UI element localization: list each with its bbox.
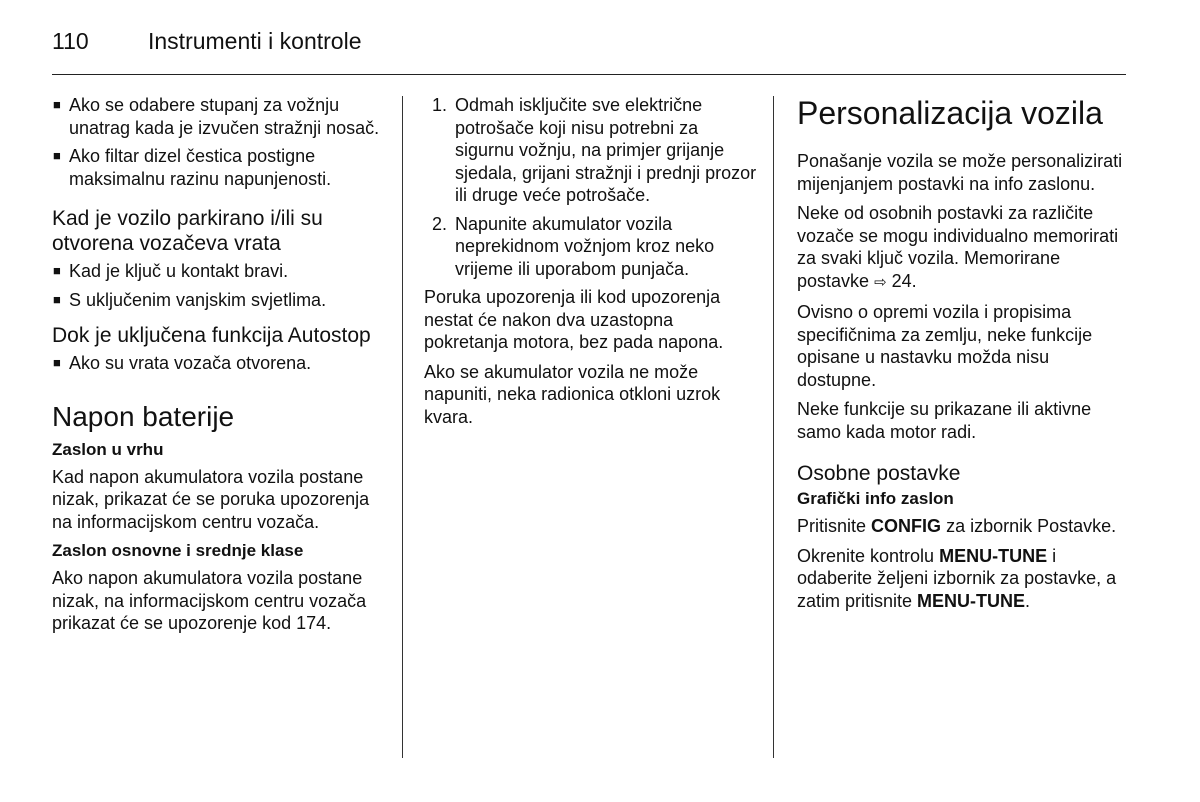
bullet-square-icon: ■ — [53, 97, 61, 112]
key-menu-tune: MENU-TUNE — [939, 545, 1048, 566]
page-number: 110 — [52, 28, 89, 54]
step-number: 1. — [432, 95, 448, 115]
paragraph: Ovisno o opremi vozila i propisima specifičnima za zemlju, neke funkcije opisane u nastavku možda nisu dostupne. — [797, 302, 1093, 390]
paragraph: Ponašanje vozila se može personalizirati mijenjanjem postavki na info zaslonu. — [797, 151, 1123, 194]
list-item: 2. Napunite akumulator vozila neprekidnom vožnjom kroz neko vrijeme ili uporabom punjača. — [432, 213, 715, 279]
page-header — [52, 24, 1126, 75]
bullet-square-icon: ■ — [53, 263, 61, 278]
list-item: ■ Ako su vrata vozača otvorena. — [53, 353, 312, 373]
heading-personal-settings: Osobne postavke — [797, 462, 961, 485]
subheading-basic-display: Zaslon osnovne i srednje klase — [52, 541, 304, 560]
paragraph: Ako se akumulator vozila ne može napuniti, neka radionica otkloni uzrok kvara. — [424, 361, 721, 427]
step-number: 2. — [432, 213, 448, 234]
section-title: Instrumenti i kontrole — [148, 28, 362, 54]
list-item: 1. Odmah isključite sve električne potrošače koji nisu potrebni za sigurnu vožnju, na primjer grijanje sjedala, grijani stražnji i prednji prozor ili druge veće potrošače. — [432, 95, 757, 205]
paragraph: Neke funkcije su prikazane ili aktivne samo kada motor radi. — [797, 399, 1092, 442]
paragraph: Pritisnite CONFIG za izbornik Postavke. — [797, 516, 1117, 536]
paragraph: Neke od osobnih postavki za različite vozače se mogu individualno memorirati za svaki ključ vozila. Memorirane postavke ⇨ 24. — [797, 203, 1119, 291]
heading-autostop: Dok je uključena funkcija Autostop — [52, 324, 371, 347]
column-divider-2 — [773, 96, 774, 758]
heading-parked: Kad je vozilo parkirano i/ili su otvorena vozačeva vrata — [52, 207, 323, 255]
page-reference: 24. — [891, 270, 917, 291]
column-divider-1 — [402, 96, 403, 758]
paragraph: Kad napon akumulatora vozila postane nizak, prikazat će se poruka upozorenja na informacijskom centru vozača. — [52, 466, 370, 532]
heading-battery-voltage: Napon baterije — [52, 400, 235, 432]
column-2 — [424, 94, 759, 435]
list-item: ■ Ako filtar dizel čestica postigne maksimalnu razinu napunjenosti. — [53, 146, 332, 189]
column-1 — [52, 94, 387, 642]
paragraph: Okrenite kontrolu MENU-TUNE i odaberite željeni izbornik za postavke, a zatim pritisnite MENU-TUNE. — [797, 545, 1117, 611]
paragraph: Ako napon akumulatora vozila postane nizak, na informacijskom centru vozača prikazat će se upozorenje kod 174. — [52, 568, 367, 633]
column-3 — [797, 94, 1127, 619]
heading-personalization: Personalizacija vozila — [797, 95, 1103, 131]
subheading-graphic-display: Grafički info zaslon — [797, 489, 954, 508]
page-reference-arrow-icon: ⇨ — [874, 273, 887, 291]
bullet-square-icon: ■ — [53, 148, 61, 163]
subheading-top-display: Zaslon u vrhu — [52, 439, 164, 459]
bullet-square-icon: ■ — [53, 291, 61, 307]
key-config: CONFIG — [871, 516, 942, 536]
list-item: ■ S uključenim vanjskim svjetlima. — [53, 289, 327, 310]
list-item: ■ Kad je ključ u kontakt bravi. — [53, 261, 289, 281]
bullet-square-icon: ■ — [53, 355, 61, 370]
paragraph: Poruka upozorenja ili kod upozorenja nestat će nakon dva uzastopna pokretanja motora, bez pada napona. — [424, 287, 724, 352]
list-item: ■ Ako se odabere stupanj za vožnju unatrag kada je izvučen stražnji nosač. — [53, 95, 380, 138]
key-menu-tune: MENU-TUNE — [917, 590, 1026, 611]
